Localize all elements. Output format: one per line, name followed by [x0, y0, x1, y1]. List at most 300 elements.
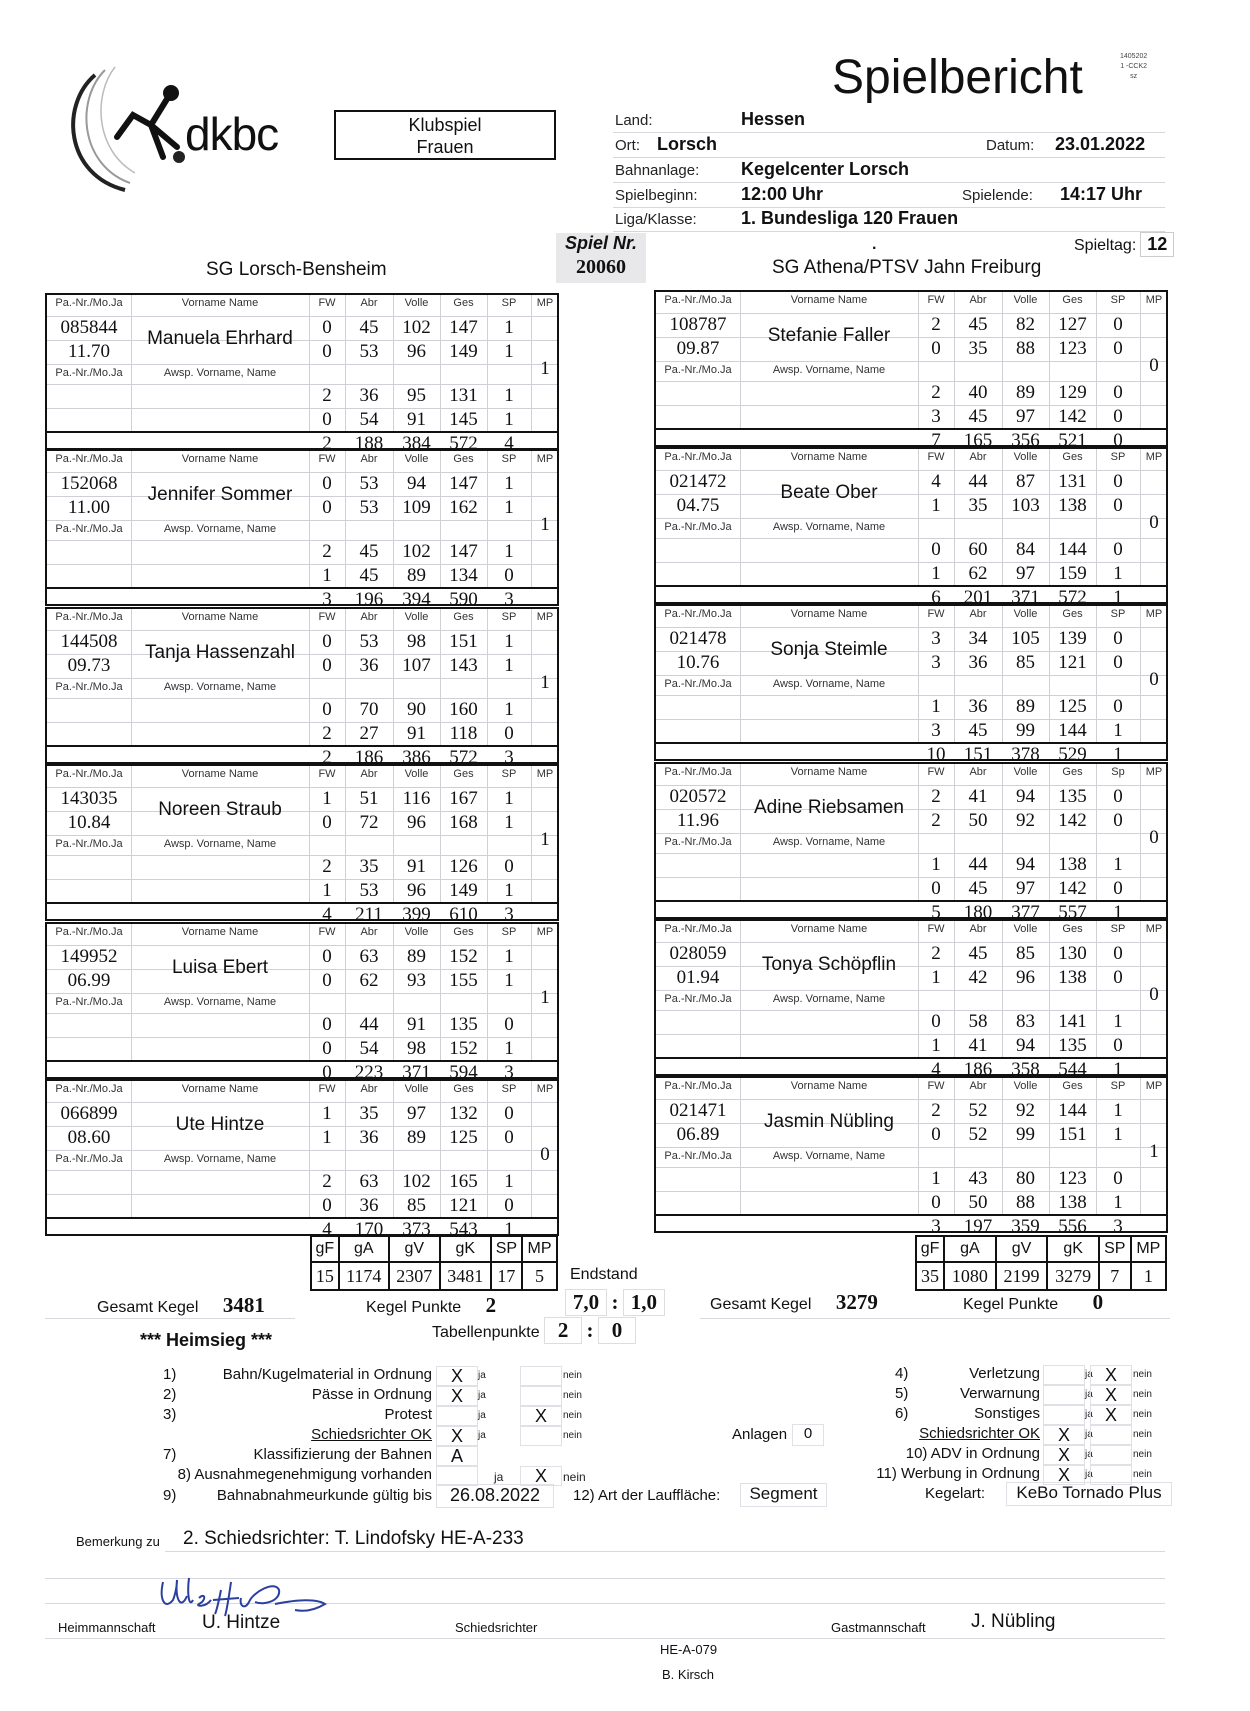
ja-label: ja — [1085, 1469, 1093, 1480]
nein-label: nein — [563, 1470, 586, 1484]
endstand-colon: : — [611, 1290, 619, 1314]
grid-line — [47, 364, 557, 365]
sp-header: SP — [1099, 1236, 1131, 1262]
score-cell: 97 — [1016, 878, 1035, 899]
player-block — [45, 293, 559, 454]
score-cell: 1 — [504, 1038, 514, 1059]
heim-label: Heimmannschaft — [58, 1620, 156, 1635]
birth-month-year: 01.94 — [676, 967, 720, 988]
score-cell: 89 — [407, 946, 426, 967]
kegelart-value: KeBo Tornado Plus — [1006, 1482, 1172, 1506]
total-cell: 1 — [1113, 744, 1123, 765]
score-cell: 2 — [931, 382, 941, 403]
col-header-name: Vorname Name — [790, 766, 868, 778]
check-label: Bahn/Kugelmaterial in Ordnung — [222, 1366, 432, 1383]
total-cell: 572 — [449, 747, 478, 768]
tabellenpunkte-colon: : — [586, 1318, 594, 1342]
score-cell: 0 — [322, 497, 332, 518]
score-cell: 144 — [1058, 720, 1087, 741]
total-cell: 197 — [963, 1216, 993, 1237]
col-header-abr: Abr — [360, 768, 378, 780]
score-cell: 92 — [1016, 810, 1035, 831]
score-cell: 144 — [1058, 1100, 1087, 1121]
spielende-value: 14:17 Uhr — [1060, 184, 1143, 204]
score-cell: 53 — [359, 497, 379, 518]
score-cell: 35 — [359, 1103, 379, 1124]
endstand — [565, 1289, 665, 1316]
spiel-nr-value: 20060 — [576, 256, 626, 278]
grid-line — [47, 520, 557, 521]
score-cell: 62 — [359, 970, 379, 991]
col-header-volle: Volle — [404, 926, 429, 938]
match-point: 0 — [1149, 827, 1159, 848]
score-cell: 168 — [449, 812, 478, 833]
score-cell: 145 — [449, 409, 478, 430]
score-cell: 89 — [1016, 382, 1035, 403]
col-header-ges: Ges — [453, 768, 474, 780]
col-header-volle: Volle — [1013, 451, 1038, 463]
total-cell: 4 — [504, 433, 514, 454]
awsp-pa-label: Pa.-Nr./Mo.Ja — [55, 996, 123, 1008]
col-header-name: Vorname Name — [181, 453, 259, 465]
score-cell: 97 — [1016, 563, 1035, 584]
score-cell: 0 — [322, 970, 332, 991]
total-cell: 3 — [504, 747, 514, 768]
home-kegel-punkte — [366, 1293, 496, 1318]
col-header-abr: Abr — [360, 297, 378, 309]
total-cell: 386 — [402, 747, 431, 768]
match-type-line2: Frauen — [416, 137, 474, 157]
col-header-sp: SP — [1110, 451, 1126, 463]
ja-label: ja — [1085, 1409, 1093, 1420]
total-cell: 2 — [322, 433, 332, 454]
total-cell: 590 — [449, 589, 478, 610]
total-cell: 394 — [402, 589, 431, 610]
gesamt-kegel-label: Gesamt Kegel — [710, 1296, 812, 1313]
col-header-volle: Volle — [404, 768, 429, 780]
col-header-sp: SP — [1110, 1080, 1126, 1092]
total-cell: 356 — [1011, 430, 1040, 451]
score-cell: 4 — [931, 471, 941, 492]
col-header-name: Vorname Name — [790, 608, 868, 620]
pass-number: 108787 — [669, 314, 727, 335]
guest-gF: 35 — [916, 1262, 944, 1290]
score-cell: 96 — [1016, 967, 1035, 988]
score-cell: 2 — [322, 385, 332, 406]
score-cell: 53 — [359, 880, 379, 901]
guest-gK: 3279 — [1047, 1262, 1099, 1290]
dkbc-logo — [55, 55, 295, 195]
total-cell: 10 — [926, 744, 946, 765]
score-cell: 0 — [504, 1103, 514, 1124]
score-cell: 1 — [504, 880, 514, 901]
score-cell: 0 — [1113, 696, 1123, 717]
home-gV: 2307 — [389, 1262, 440, 1290]
player-block — [45, 1079, 559, 1240]
awsp-name-label: Awsp. Vorname, Name — [163, 1153, 277, 1165]
score-cell: 130 — [1058, 943, 1087, 964]
score-cell: 155 — [449, 970, 478, 991]
check-nein-box[interactable] — [520, 1386, 562, 1406]
score-cell: 0 — [1113, 628, 1123, 649]
score-cell: 143 — [449, 655, 478, 676]
col-header-ges: Ges — [1062, 1080, 1083, 1092]
schiri-name: B. Kirsch — [662, 1667, 715, 1682]
bemerkung-label: Bemerkung zu — [76, 1534, 160, 1549]
score-cell: 139 — [1058, 628, 1087, 649]
score-cell: 1 — [504, 341, 514, 362]
player-block — [45, 922, 559, 1083]
col-header-sp: SP — [501, 768, 517, 780]
player-block — [654, 762, 1168, 923]
ja-label: ja — [1085, 1389, 1093, 1400]
col-header-sp: SP — [501, 926, 517, 938]
player-name: Jennifer Sommer — [147, 484, 293, 505]
total-cell: 521 — [1058, 430, 1087, 451]
col-header-mp: MP — [1145, 1080, 1163, 1092]
check-ja-box[interactable]: X — [436, 1426, 478, 1446]
col-header-volle: Volle — [1013, 766, 1038, 778]
col-header-name: Vorname Name — [790, 451, 868, 463]
grid-line — [656, 1147, 1166, 1148]
score-cell: 1 — [504, 385, 514, 406]
land-label: Land: — [615, 112, 653, 129]
klass-label: Klassifizierung der Bahnen — [253, 1446, 432, 1463]
score-cell: 0 — [1113, 471, 1123, 492]
col-header-mp: MP — [1145, 766, 1163, 778]
grid-line — [47, 1150, 557, 1151]
birth-month-year: 08.60 — [67, 1127, 111, 1148]
total-cell: 1 — [504, 1219, 514, 1240]
player-block — [654, 447, 1168, 608]
total-cell: 544 — [1058, 1059, 1087, 1080]
lauf-value: Segment — [740, 1483, 827, 1507]
check-ja-box[interactable]: X — [1043, 1465, 1085, 1485]
total-cell: 4 — [322, 904, 332, 925]
score-cell: 147 — [449, 473, 478, 494]
total-cell: 378 — [1011, 744, 1040, 765]
check-ja-box[interactable]: X — [436, 1366, 478, 1386]
nein-label: nein — [1133, 1409, 1152, 1420]
bahnanlage-value: Kegelcenter Lorsch — [741, 159, 910, 179]
kegel-punkte-value: 0 — [1092, 1290, 1104, 1314]
score-cell: 1 — [931, 1168, 941, 1189]
score-cell: 42 — [968, 967, 988, 988]
score-cell: 125 — [1058, 696, 1087, 717]
check-nein-box[interactable] — [1090, 1425, 1132, 1445]
score-cell: 0 — [1113, 943, 1123, 964]
total-cell: 188 — [354, 433, 384, 454]
info-zeit — [613, 183, 1165, 208]
score-cell: 40 — [968, 382, 988, 403]
spiel-nr-box — [556, 233, 646, 283]
total-cell: 3 — [504, 904, 514, 925]
col-header-sp: SP — [501, 1083, 517, 1095]
match-point: 0 — [1149, 984, 1159, 1005]
score-cell: 1 — [504, 317, 514, 338]
heim-name: U. Hintze — [202, 1612, 281, 1633]
match-point: 1 — [540, 987, 550, 1008]
score-cell: 97 — [407, 1103, 426, 1124]
check-ja-box[interactable]: X — [1043, 1445, 1085, 1465]
col-header-mp: MP — [536, 297, 554, 309]
check-nein-box[interactable] — [1090, 1445, 1132, 1465]
score-cell: 94 — [1016, 786, 1035, 807]
col-header-abr: Abr — [360, 611, 378, 623]
col-header-mp: MP — [536, 453, 554, 465]
player-block — [45, 449, 559, 610]
ja-label: ja — [478, 1370, 486, 1381]
score-cell: 84 — [1016, 539, 1035, 560]
col-header-name: Vorname Name — [181, 611, 259, 623]
col-header-volle: Volle — [404, 611, 429, 623]
score-cell: 94 — [407, 473, 426, 494]
awsp-name-label: Awsp. Vorname, Name — [772, 521, 886, 533]
schiri-label: Schiedsrichter — [455, 1620, 538, 1635]
mp-header: MP — [1131, 1236, 1166, 1262]
schiri-id: HE-A-079 — [660, 1642, 718, 1657]
col-header-volle: Volle — [404, 1083, 429, 1095]
player-name: Tanja Hassenzahl — [145, 642, 295, 663]
score-cell: 138 — [1058, 1192, 1087, 1213]
score-cell: 0 — [322, 631, 332, 652]
info-land — [613, 108, 1165, 133]
nein-label: nein — [1133, 1449, 1152, 1460]
score-cell: 0 — [1113, 338, 1123, 359]
score-cell: 0 — [1113, 810, 1123, 831]
check-ja-box[interactable] — [1043, 1405, 1085, 1425]
check-ja-box[interactable]: X — [1043, 1425, 1085, 1445]
player-name: Ute Hintze — [175, 1114, 265, 1135]
score-cell: 149 — [449, 341, 478, 362]
score-cell: 0 — [322, 341, 332, 362]
score-cell: 0 — [931, 338, 941, 359]
ausnahme-nein-box[interactable]: X — [520, 1466, 562, 1486]
awsp-name-label: Awsp. Vorname, Name — [772, 836, 886, 848]
score-cell: 95 — [407, 385, 426, 406]
spielende-label: Spielende: — [962, 187, 1033, 204]
player-block — [654, 919, 1168, 1080]
awsp-name-label: Awsp. Vorname, Name — [163, 838, 277, 850]
spielbeginn-label: Spielbeginn: — [615, 187, 698, 204]
guest-MP: 1 — [1131, 1262, 1166, 1290]
tabellenpunkte-home: 2 — [544, 1317, 582, 1344]
score-cell: 0 — [1113, 495, 1123, 516]
form-code-line: sz — [1130, 73, 1138, 80]
check-nein-box[interactable]: X — [1090, 1385, 1132, 1405]
score-cell: 91 — [407, 856, 426, 877]
spiel-nr-label: Spiel Nr. — [564, 233, 638, 253]
score-cell: 147 — [449, 541, 478, 562]
tabellenpunkte-label: Tabellenpunkte — [432, 1324, 540, 1341]
awsp-pa-label: Pa.-Nr./Mo.Ja — [664, 364, 732, 376]
match-point: 0 — [1149, 669, 1159, 690]
check-nein-box[interactable]: X — [520, 1406, 562, 1426]
score-cell: 0 — [1113, 539, 1123, 560]
match-point: 0 — [1149, 512, 1159, 533]
form-code — [1120, 52, 1147, 82]
score-cell: 0 — [322, 655, 332, 676]
col-header-sp: SP — [1110, 294, 1126, 306]
total-cell: 0 — [1113, 430, 1123, 451]
col-header-fw: FW — [927, 608, 945, 620]
ausnahme-ja-box[interactable] — [436, 1466, 478, 1486]
awsp-pa-label: Pa.-Nr./Mo.Ja — [55, 367, 123, 379]
score-cell: 1 — [1113, 1124, 1123, 1145]
score-cell: 36 — [359, 1195, 379, 1216]
grid-line — [656, 518, 1166, 519]
total-cell: 556 — [1058, 1216, 1087, 1237]
check-label: Sonstiges — [974, 1405, 1040, 1422]
nein-label: nein — [1133, 1389, 1152, 1400]
total-cell: 180 — [963, 902, 993, 923]
score-cell: 91 — [407, 409, 426, 430]
spielbeginn-value: 12:00 Uhr — [741, 184, 824, 204]
score-cell: 1 — [504, 788, 514, 809]
check-ja-box[interactable] — [1043, 1385, 1085, 1405]
check-ja-box[interactable] — [436, 1406, 478, 1426]
score-cell: 0 — [931, 1011, 941, 1032]
home-team-name: SG Lorsch-Bensheim — [206, 259, 387, 280]
score-cell: 1 — [1113, 563, 1123, 584]
score-cell: 0 — [1113, 652, 1123, 673]
score-cell: 152 — [449, 1038, 478, 1059]
col-header-pa: Pa.-Nr./Mo.Ja — [664, 766, 732, 778]
tabellenpunkte-guest: 0 — [598, 1317, 636, 1344]
score-cell: 0 — [931, 1124, 941, 1145]
col-header-abr: Abr — [969, 766, 987, 778]
guest-gV: 2199 — [996, 1262, 1048, 1290]
col-header-ges: Ges — [453, 1083, 474, 1095]
dot-mark: . — [872, 236, 877, 253]
score-cell: 97 — [1016, 406, 1035, 427]
birth-month-year: 11.00 — [67, 497, 111, 518]
datum-value: 23.01.2022 — [1055, 134, 1146, 154]
score-cell: 159 — [1058, 563, 1087, 584]
score-cell: 44 — [968, 854, 988, 875]
total-cell: 358 — [1011, 1059, 1040, 1080]
col-header-sp: SP — [1110, 608, 1126, 620]
score-cell: 1 — [1113, 1100, 1123, 1121]
total-cell: 610 — [449, 904, 478, 925]
score-cell: 43 — [968, 1168, 988, 1189]
score-cell: 1 — [931, 1035, 941, 1056]
ja-label: ja — [494, 1470, 504, 1484]
gF-header: gF — [916, 1236, 944, 1262]
birth-month-year: 09.87 — [676, 338, 720, 359]
col-header-pa: Pa.-Nr./Mo.Ja — [664, 923, 732, 935]
col-header-abr: Abr — [360, 453, 378, 465]
match-point: 1 — [1149, 1141, 1159, 1162]
birth-month-year: 06.89 — [676, 1124, 720, 1145]
ausnahme-label: 8) Ausnahmegenehmigung vorhanden — [177, 1466, 432, 1483]
score-cell: 102 — [402, 317, 431, 338]
score-cell: 27 — [359, 723, 379, 744]
gA-header: gA — [339, 1236, 389, 1262]
anlagen-label: Anlagen — [732, 1426, 788, 1443]
col-header-abr: Abr — [969, 923, 987, 935]
score-cell: 165 — [449, 1171, 478, 1192]
player-block — [654, 1076, 1168, 1237]
score-cell: 87 — [1016, 471, 1035, 492]
pass-number: 143035 — [60, 788, 118, 809]
score-cell: 151 — [449, 631, 478, 652]
kegelart-label: Kegelart: — [925, 1485, 986, 1502]
score-cell: 0 — [931, 539, 941, 560]
match-type-box — [334, 110, 556, 160]
check-nein-box[interactable] — [520, 1426, 562, 1446]
sp-header: SP — [491, 1236, 522, 1262]
check-num: 1) — [163, 1366, 177, 1383]
bahnab-num: 9) — [163, 1487, 177, 1504]
score-cell: 89 — [407, 565, 426, 586]
total-cell: 4 — [322, 1219, 332, 1240]
col-header-volle: Volle — [404, 297, 429, 309]
score-cell: 45 — [968, 878, 988, 899]
score-cell: 1 — [504, 1171, 514, 1192]
score-cell: 99 — [1016, 1124, 1035, 1145]
score-cell: 91 — [407, 723, 426, 744]
score-cell: 0 — [1113, 878, 1123, 899]
player-name: Sonja Steimle — [770, 639, 888, 660]
col-header-ges: Ges — [1062, 766, 1083, 778]
bahnab-label: Bahnabnahmeurkunde gültig bis — [216, 1487, 432, 1504]
score-cell: 36 — [968, 696, 988, 717]
check-ja-box[interactable]: X — [436, 1386, 478, 1406]
awsp-name-label: Awsp. Vorname, Name — [772, 1150, 886, 1162]
col-header-pa: Pa.-Nr./Mo.Ja — [55, 768, 123, 780]
score-cell: 0 — [504, 1014, 514, 1035]
total-cell: 3 — [504, 589, 514, 610]
check-nein-box[interactable]: X — [1090, 1405, 1132, 1425]
player-name: Tonya Schöpflin — [761, 954, 897, 975]
score-cell: 41 — [968, 1035, 988, 1056]
score-cell: 0 — [931, 1192, 941, 1213]
score-cell: 1 — [931, 696, 941, 717]
birth-month-year: 11.96 — [676, 810, 720, 831]
score-cell: 44 — [968, 471, 988, 492]
score-cell: 2 — [322, 723, 332, 744]
kegel-punkte-label: Kegel Punkte — [366, 1299, 462, 1316]
score-cell: 53 — [359, 631, 379, 652]
pass-number: 066899 — [60, 1103, 118, 1124]
pass-number: 021472 — [669, 471, 727, 492]
nein-label: nein — [1133, 1429, 1152, 1440]
awsp-pa-label: Pa.-Nr./Mo.Ja — [664, 678, 732, 690]
score-cell: 2 — [931, 786, 941, 807]
awsp-name-label: Awsp. Vorname, Name — [163, 523, 277, 535]
check-nein-box[interactable] — [520, 1366, 562, 1386]
check-ja-box[interactable] — [1043, 1365, 1085, 1385]
score-cell: 45 — [359, 541, 379, 562]
player-block — [654, 290, 1168, 451]
total-cell: 223 — [354, 1062, 384, 1083]
score-cell: 0 — [322, 1195, 332, 1216]
score-cell: 54 — [359, 409, 379, 430]
awsp-pa-label: Pa.-Nr./Mo.Ja — [55, 1153, 123, 1165]
score-cell: 2 — [931, 943, 941, 964]
score-cell: 0 — [1113, 967, 1123, 988]
kegel-punkte-value: 2 — [485, 1293, 497, 1317]
score-cell: 147 — [449, 317, 478, 338]
score-cell: 0 — [1113, 382, 1123, 403]
score-cell: 50 — [968, 1192, 988, 1213]
check-nein-box[interactable]: X — [1090, 1365, 1132, 1385]
score-cell: 1 — [931, 495, 941, 516]
endstand-guest: 1,0 — [623, 1289, 665, 1316]
score-cell: 1 — [504, 473, 514, 494]
player-block — [654, 604, 1168, 765]
